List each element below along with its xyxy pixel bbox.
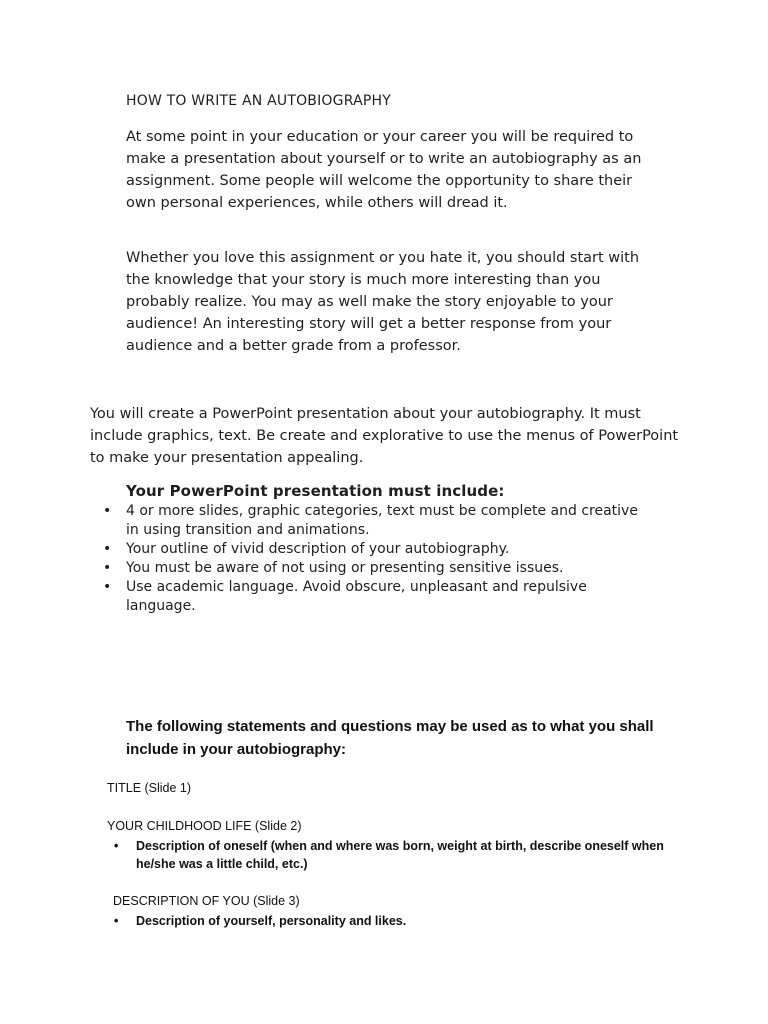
section-item: • Description of yourself, personality and likes. xyxy=(112,912,672,930)
section-label-slide-3: DESCRIPTION OF YOU (Slide 3) xyxy=(113,894,300,908)
requirement-item: • Your outline of vivid description of your autobiography. xyxy=(100,540,640,559)
guide-heading: The following statements and questions may be used as to what you shall include in your autobiography: xyxy=(126,718,654,758)
assignment-paragraph: You will create a PowerPoint presentation about your autobiography. It must include graphics, text. Be create and explorative to use the menus of PowerPoint to make your presentation appealing. xyxy=(90,406,679,466)
section-list-slide-3 xyxy=(112,912,672,930)
section-label-slide-2: YOUR CHILDHOOD LIFE (Slide 2) xyxy=(107,819,302,833)
section-item: • Description of oneself (when and where was born, weight at birth, describe oneself when he/she was a little child, etc.) xyxy=(112,837,672,873)
section-label-slide-1: TITLE (Slide 1) xyxy=(107,781,192,795)
requirement-item: • 4 or more slides, graphic categories, text must be complete and creative in using transition and animations. xyxy=(100,502,640,540)
intro-paragraph-2: Whether you love this assignment or you hate it, you should start with the knowledge that your story is much more interesting than you probably realize. You may as well make the story enjoyable to your audience! An interesting story will get a better response from your audience and a better grade from a professor. xyxy=(126,250,640,354)
intro-paragraph-1: At some point in your education or your career you will be required to make a presentation about yourself or to write an autobiography as an assignment. Some people will welcome the opportunity to share their own personal experiences, while others will dread it. xyxy=(126,129,642,211)
requirement-item: • You must be aware of not using or presenting sensitive issues. xyxy=(100,559,640,578)
requirement-item: • Use academic language. Avoid obscure, unpleasant and repulsive language. xyxy=(100,578,640,616)
requirements-list xyxy=(100,502,640,616)
section-list-slide-2 xyxy=(112,837,672,873)
requirements-heading: Your PowerPoint presentation must include: xyxy=(126,482,505,500)
document-title: HOW TO WRITE AN AUTOBIOGRAPHY xyxy=(126,93,391,109)
